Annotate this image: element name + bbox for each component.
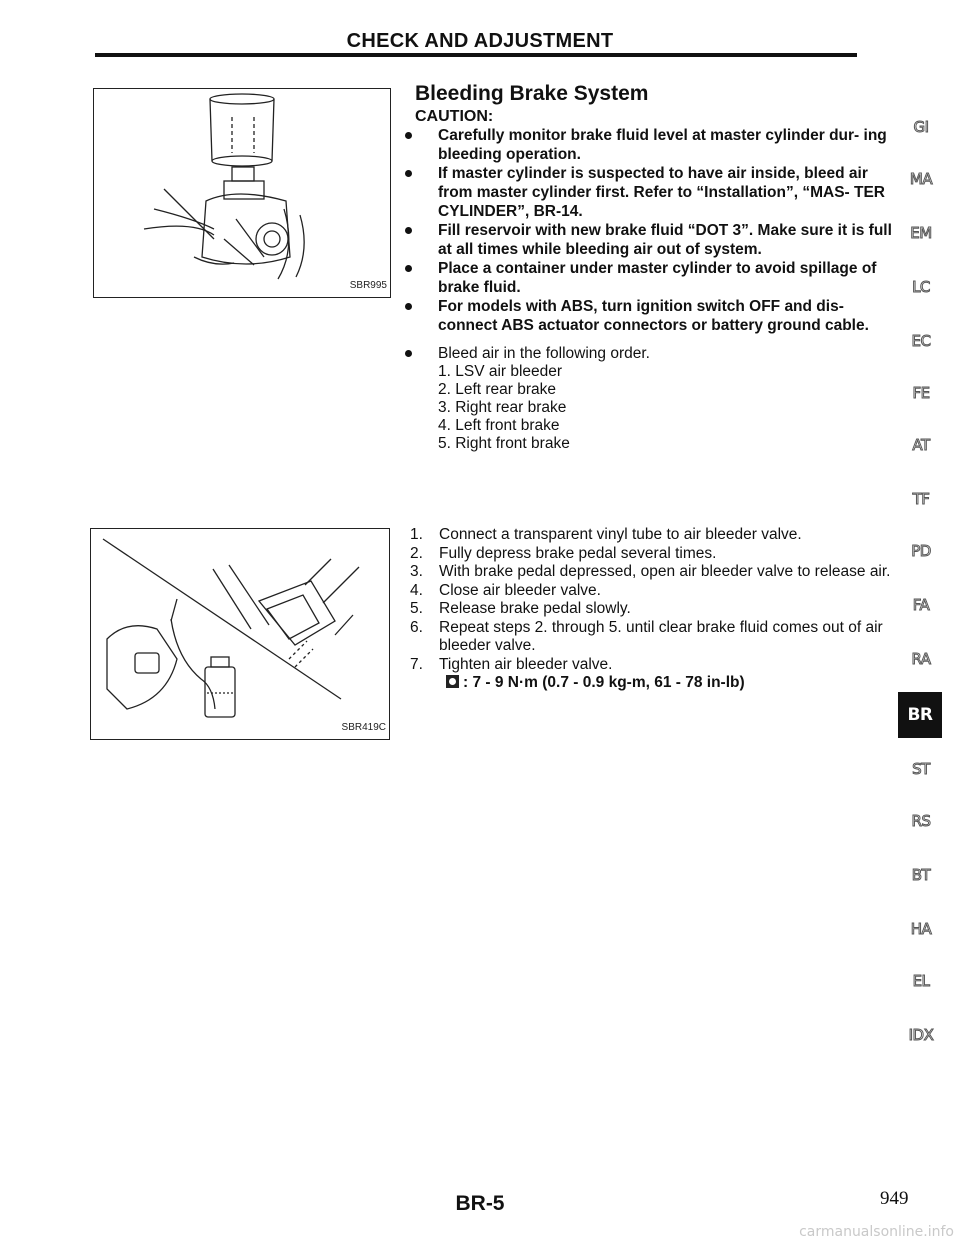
bullet-icon [405, 265, 412, 272]
tab-ma[interactable]: MA [909, 170, 933, 188]
bleed-order-item: Bleed air in the following order. 1. LSV air bleeder 2. Left rear brake 3. Right rear brake 4. Left front brake 5. Right front brake [402, 344, 900, 453]
step-item: 1. Connect a transparent vinyl tube to air bleeder valve. [410, 526, 802, 543]
bullet-icon [405, 350, 412, 357]
order-step: 4. Left front brake [438, 417, 560, 434]
caution-list [402, 126, 900, 453]
page-title: CHECK AND ADJUSTMENT [346, 30, 614, 52]
step-item: 3. With brake pedal depressed, open air bleeder valve to release air. [410, 563, 891, 580]
bullet-icon [405, 132, 412, 139]
order-step: 2. Left rear brake [438, 381, 557, 398]
tab-rs[interactable]: RS [911, 812, 931, 830]
tab-tf[interactable]: TF [912, 490, 930, 508]
caution-item: Carefully monitor brake fluid level at master cylinder dur- ing bleeding operation. [402, 126, 900, 164]
figure-code: SBR995 [349, 280, 387, 291]
bleed-order-list [438, 363, 900, 453]
order-step: 5. Right front brake [438, 435, 570, 452]
caution-item: For models with ABS, turn ignition switch OFF and dis- connect ABS actuator connectors or battery ground cable. [402, 297, 900, 335]
caution-item: Place a container under master cylinder to avoid spillage of brake fluid. [402, 259, 900, 297]
section-page-label: BR-5 [455, 1192, 505, 1215]
caution-label: CAUTION: [415, 108, 494, 125]
step-item: 7. Tighten air bleeder valve. : 7 - 9 N·m (0.7 - 0.9 kg-m, 61 - 78 in-lb) [410, 656, 900, 693]
step-item: 4. Close air bleeder valve. [410, 581, 601, 599]
watermark: carmanualsonline.info [799, 1224, 954, 1240]
tab-fe[interactable]: FE [912, 384, 930, 402]
tab-lc[interactable]: LC [912, 278, 930, 296]
tab-br[interactable]: BR [898, 692, 942, 738]
tab-at[interactable]: AT [912, 436, 930, 454]
tab-el[interactable]: EL [912, 972, 930, 990]
tab-ec[interactable]: EC [911, 332, 931, 350]
step-item: 6. Repeat steps 2. through 5. until clear brake fluid comes out of air bleeder valve. [410, 618, 883, 654]
torque-wrench-icon [446, 675, 459, 688]
bullet-icon [405, 303, 412, 310]
title-rule [95, 53, 857, 57]
torque-spec: : 7 - 9 N·m (0.7 - 0.9 kg-m, 61 - 78 in-lb) [439, 674, 900, 693]
order-step: 3. Right rear brake [438, 399, 567, 416]
order-step: 1. LSV air bleeder [438, 363, 563, 380]
caution-item: If master cylinder is suspected to have air inside, bleed air from master cylinder first. Refer to “Installation”, “MAS- TER CYLINDER”, BR-14. [402, 164, 900, 221]
tab-st[interactable]: ST [912, 760, 930, 778]
master-cylinder-illustration [94, 89, 390, 297]
tab-bt[interactable]: BT [911, 866, 931, 884]
bullet-icon [405, 170, 412, 177]
tab-fa[interactable]: FA [912, 596, 930, 614]
tab-gi[interactable]: GI [913, 118, 929, 136]
step-item: 5. Release brake pedal slowly. [410, 600, 631, 617]
brake-bleeding-illustration [91, 529, 389, 739]
tab-pd[interactable]: PD [911, 542, 931, 560]
tab-em[interactable]: EM [910, 224, 932, 242]
figure-code: SBR419C [341, 722, 386, 733]
caution-item: Fill reservoir with new brake fluid “DOT 3”. Make sure it is full at all times while bleeding air out of system. [402, 221, 900, 259]
figure-brake-bleeding [90, 528, 390, 740]
bleeding-steps [410, 526, 900, 693]
tab-ha[interactable]: HA [910, 920, 932, 938]
page-number: 949 [880, 1188, 909, 1209]
bullet-icon [405, 227, 412, 234]
step-item: 2. Fully depress brake pedal several times. [410, 544, 717, 562]
tab-idx[interactable]: IDX [908, 1026, 934, 1044]
section-heading: Bleeding Brake System [415, 82, 649, 105]
figure-master-cylinder [93, 88, 391, 298]
tab-ra[interactable]: RA [911, 650, 931, 668]
